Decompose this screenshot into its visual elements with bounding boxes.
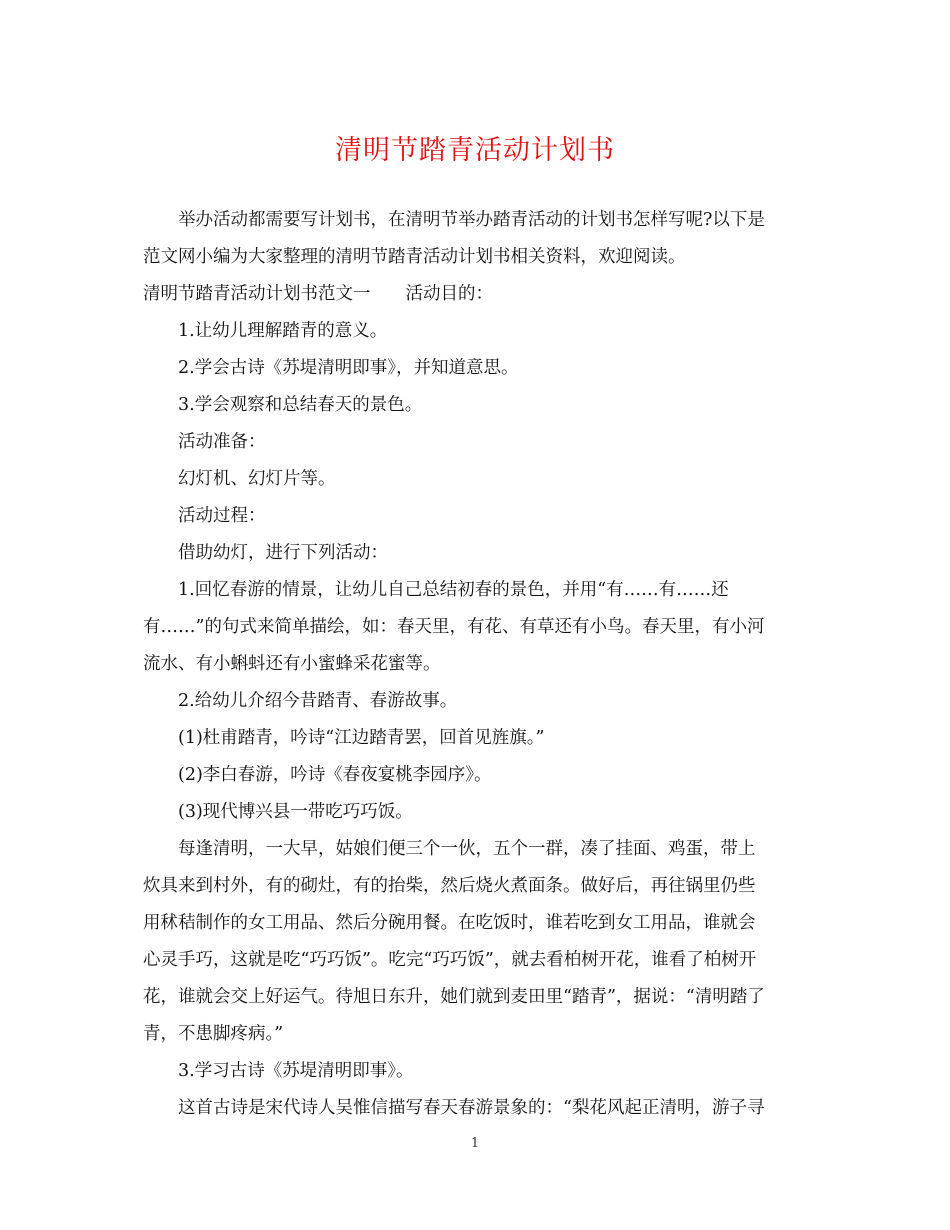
list-item: 3.学习古诗《苏堤清明即事》。 [178, 1061, 414, 1081]
paragraph-line: 这首古诗是宋代诗人吴惟信描写春天春游景象的：“梨花风起正清明，游子寻 [178, 1098, 765, 1118]
paragraph-line: 流水、有小蝌蚪还有小蜜蜂采花蜜等。 [143, 654, 441, 674]
paragraph-line: 借助幼灯，进行下列活动： [178, 543, 388, 563]
list-item: 1.让幼儿理解踏青的意义。 [178, 321, 388, 341]
paragraph-line: 每逢清明，一大早，姑娘们便三个一伙，五个一群，凑了挂面、鸡蛋，带上 [178, 839, 756, 859]
paragraph-line: 心灵手巧，这就是吃“巧巧饭”。吃完“巧巧饭”，就去看柏树开花，谁看了柏树开 [143, 950, 757, 970]
paragraph-line: 炊具来到村外，有的砌灶，有的抬柴，然后烧火煮面条。做好后，再往锅里仍些 [143, 876, 756, 896]
list-item: 3.学会观察和总结春天的景色。 [178, 395, 423, 415]
list-item: 2.给幼儿介绍今昔踏青、春游故事。 [178, 691, 458, 711]
document-title: 清明节踏青活动计划书 [335, 135, 615, 166]
list-item: (1)杜甫踏青，吟诗“江边踏青罢，回首见旌旗。” [178, 728, 545, 748]
list-item: 2.学会古诗《苏堤清明即事》，并知道意思。 [178, 358, 519, 378]
paragraph-line: 用秫秸制作的女工用品、然后分碗用餐。在吃饭时，谁若吃到女工用品，谁就会 [143, 913, 756, 933]
paragraph-line: 举办活动都需要写计划书，在清明节举办踏青活动的计划书怎样写呢?以下是 [178, 210, 765, 230]
paragraph-line: 幻灯机、幻灯片等。 [178, 469, 336, 489]
paragraph-line: 青，不患脚疼病。” [143, 1024, 284, 1044]
section-heading: 活动过程： [178, 506, 266, 526]
paragraph-line: 花，谁就会交上好运气。待旭日东升，她们就到麦田里“踏青”，据说：“清明踏了 [143, 987, 765, 1007]
section-heading: 活动准备： [178, 432, 266, 452]
paragraph-line: 有……”的句式来简单描绘，如：春天里，有花、有草还有小鸟。春天里，有小河 [143, 617, 765, 637]
page-number: 1 [470, 1136, 480, 1151]
list-item: 1.回忆春游的情景，让幼儿自己总结初春的景色，并用“有……有……还 [178, 580, 729, 600]
paragraph-line: 范文网小编为大家整理的清明节踏青活动计划书相关资料，欢迎阅读。 [143, 247, 686, 267]
list-item: (2)李白春游，吟诗《春夜宴桃李园序》。 [178, 765, 492, 785]
list-item: (3)现代博兴县一带吃巧巧饭。 [178, 802, 413, 822]
paragraph-line: 清明节踏青活动计划书范文一 活动目的： [143, 284, 493, 304]
